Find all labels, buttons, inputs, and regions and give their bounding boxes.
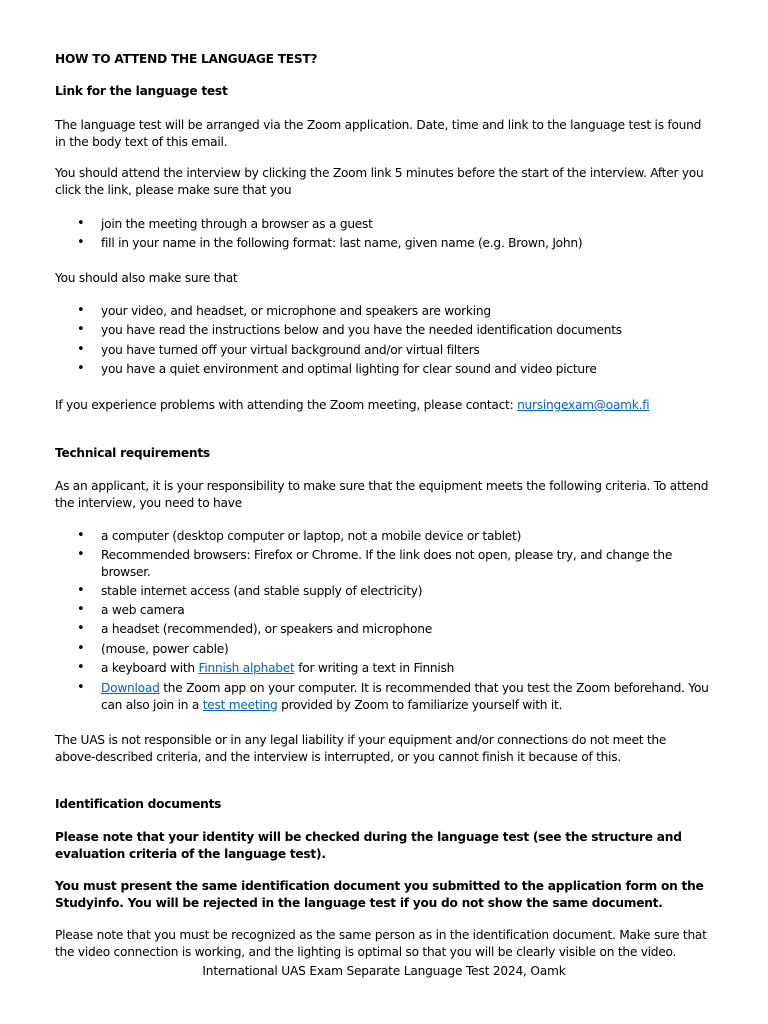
download-text-post: provided by Zoom to familiarize yourself with it.: [277, 697, 563, 712]
document-title: HOW TO ATTEND THE LANGUAGE TEST?: [55, 52, 318, 66]
list-item: • stable internet access (and stable supply of electricity): [101, 583, 709, 600]
list-item-keyboard: [101, 660, 709, 677]
list-item: • you have a quiet environment and optimal lighting for clear sound and video picture: [101, 361, 709, 378]
recognition-paragraph: Please note that you must be recognized as the same person as in the identification document. Make sure that the video connection is working, and the lighting is optimal so that you will be clearly visible on the video.: [55, 928, 707, 959]
page-footer: International UAS Exam Separate Language Test 2024, Oamk: [202, 964, 566, 978]
contact-email-link[interactable]: nursingexam@oamk.fi: [517, 398, 650, 412]
list-item: • you have turned off your virtual background and/or virtual filters: [101, 342, 709, 359]
keyboard-text-pre: a keyboard with: [101, 661, 199, 675]
list-item: • a computer (desktop computer or laptop, not a mobile device or tablet): [101, 528, 709, 545]
liability-paragraph: The UAS is not responsible or in any legal liability if your equipment and/or connections do not meet the above-described criteria, and the interview is interrupted, or you cannot finish it because of this.: [55, 733, 667, 764]
list-item: • (mouse, power cable): [101, 641, 709, 658]
list-item: • Recommended browsers: Firefox or Chrome. If the link does not open, please try, and change the browser.: [101, 547, 709, 580]
contact-text: If you experience problems with attending the Zoom meeting, please contact:: [55, 398, 518, 412]
tech-intro-paragraph: As an applicant, it is your responsibility to make sure that the equipment meets the following criteria. To attend the interview, you need to have: [55, 479, 709, 510]
finnish-alphabet-link[interactable]: Finnish alphabet: [198, 661, 295, 675]
attend-instructions-paragraph: You should attend the interview by clicking the Zoom link 5 minutes before the start of the interview. After you click the link, please make sure that you: [55, 166, 704, 197]
contact-paragraph: [55, 397, 710, 414]
list-item-download: [101, 680, 709, 713]
list-item: • a headset (recommended), or speakers and microphone: [101, 621, 709, 638]
link-section-heading: Link for the language test: [55, 84, 228, 98]
keyboard-text-post: for writing a text in Finnish: [294, 661, 455, 675]
list-item: • join the meeting through a browser as a guest: [101, 216, 709, 233]
list-item: • fill in your name in the following format: last name, given name (e.g. Brown, John): [101, 235, 709, 252]
list-item: • you have read the instructions below and you have the needed identification documents: [101, 322, 709, 339]
tech-section-heading: Technical requirements: [55, 446, 210, 460]
identity-check-notice: Please note that your identity will be checked during the language test (see the structure and evaluation criteria of the language test).: [55, 830, 682, 861]
test-meeting-link[interactable]: test meeting: [202, 697, 278, 712]
id-section-heading: Identification documents: [55, 797, 222, 811]
list-item: • your video, and headset, or microphone and speakers are working: [101, 303, 709, 320]
list-item: • a web camera: [101, 602, 709, 619]
download-link[interactable]: Download: [101, 681, 160, 695]
same-document-notice: You must present the same identification document you submitted to the application form on the Studyinfo. You will be rejected in the language test if you do not show the same document.: [55, 879, 704, 910]
download-text-mid: the Zoom app on your computer. It is recommended that you test the Zoom beforehand. You can also join in a: [101, 681, 709, 712]
also-make-sure-paragraph: You should also make sure that: [55, 271, 238, 285]
link-intro-paragraph: The language test will be arranged via the Zoom application. Date, time and link to the language test is found in the body text of this email.: [55, 118, 702, 149]
